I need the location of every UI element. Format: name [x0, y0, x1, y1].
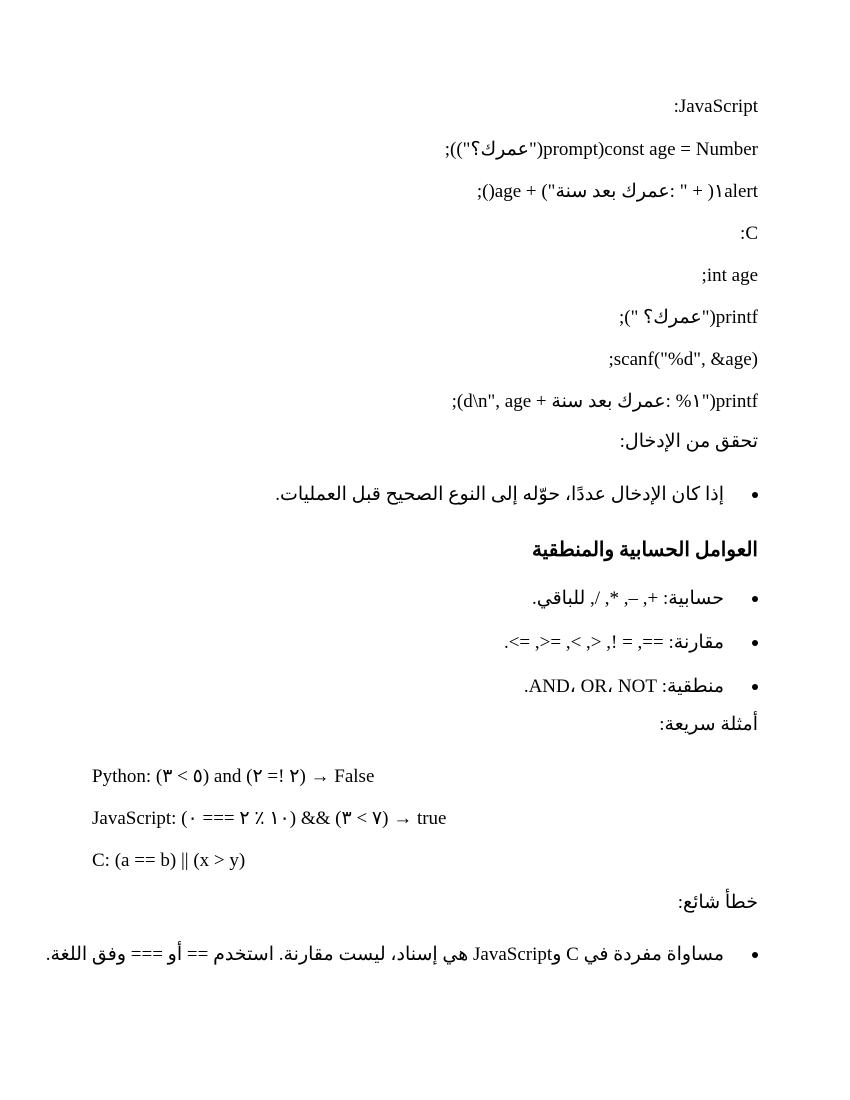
operators-bullet-arithmetic [532, 587, 758, 610]
example-javascript: JavaScript: (١٠ ٪ ٢ === ٠) && (٧ > ٣) → true [92, 808, 447, 829]
example-python: Python: (٥ > ٣) and (٢ != ٢) → False [92, 766, 375, 787]
bullet-text: مساواة مفردة في C وJavaScript هي إسناد، ليست مقارنة. استخدم == أو === وفق اللغة. [45, 944, 724, 965]
bullet-icon [752, 640, 758, 646]
c-code-line-3: ;scanf("%d", &age) [608, 349, 758, 370]
c-code-line-4: ;(d\n", age + ١% :عمرك بعد سنة")printf [451, 391, 758, 412]
bullet-text: منطقية: AND، OR، NOT. [523, 676, 724, 697]
input-check-bullet [275, 483, 758, 506]
bullet-text: مقارنة: ==, = !, <, >, =<, =>. [503, 632, 724, 653]
operators-bullet-comparison [504, 631, 758, 654]
examples-label: أمثلة سريعة: [659, 714, 758, 735]
operators-heading: العوامل الحسابية والمنطقية [531, 539, 758, 561]
js-code-line-2: ;()age + ١( + " :عمرك بعد سنة")alert [476, 181, 758, 202]
bullet-icon [752, 596, 758, 602]
bullet-text: حسابية: +, –, *, /, للباقي. [532, 588, 724, 609]
javascript-label: :JavaScript [673, 96, 758, 117]
c-label: :C [740, 223, 758, 244]
c-code-line-1: ;int age [701, 265, 758, 286]
common-mistake-label: خطأ شائع: [677, 892, 758, 913]
bullet-icon [752, 684, 758, 690]
bullet-icon [752, 492, 758, 498]
c-code-line-2: ;(" عمرك؟")printf [619, 307, 758, 328]
common-mistake-bullet [46, 943, 758, 966]
operators-bullet-logical [524, 675, 758, 698]
js-code-line-1: ;(("عمرك؟")prompt)const age = Number [444, 139, 758, 160]
input-check-label: تحقق من الإدخال: [619, 431, 758, 452]
bullet-text: إذا كان الإدخال عددًا، حوّله إلى النوع الصحيح قبل العمليات. [275, 484, 724, 505]
bullet-icon [752, 952, 758, 958]
example-c: C: (a == b) || (x > y) [92, 850, 246, 871]
